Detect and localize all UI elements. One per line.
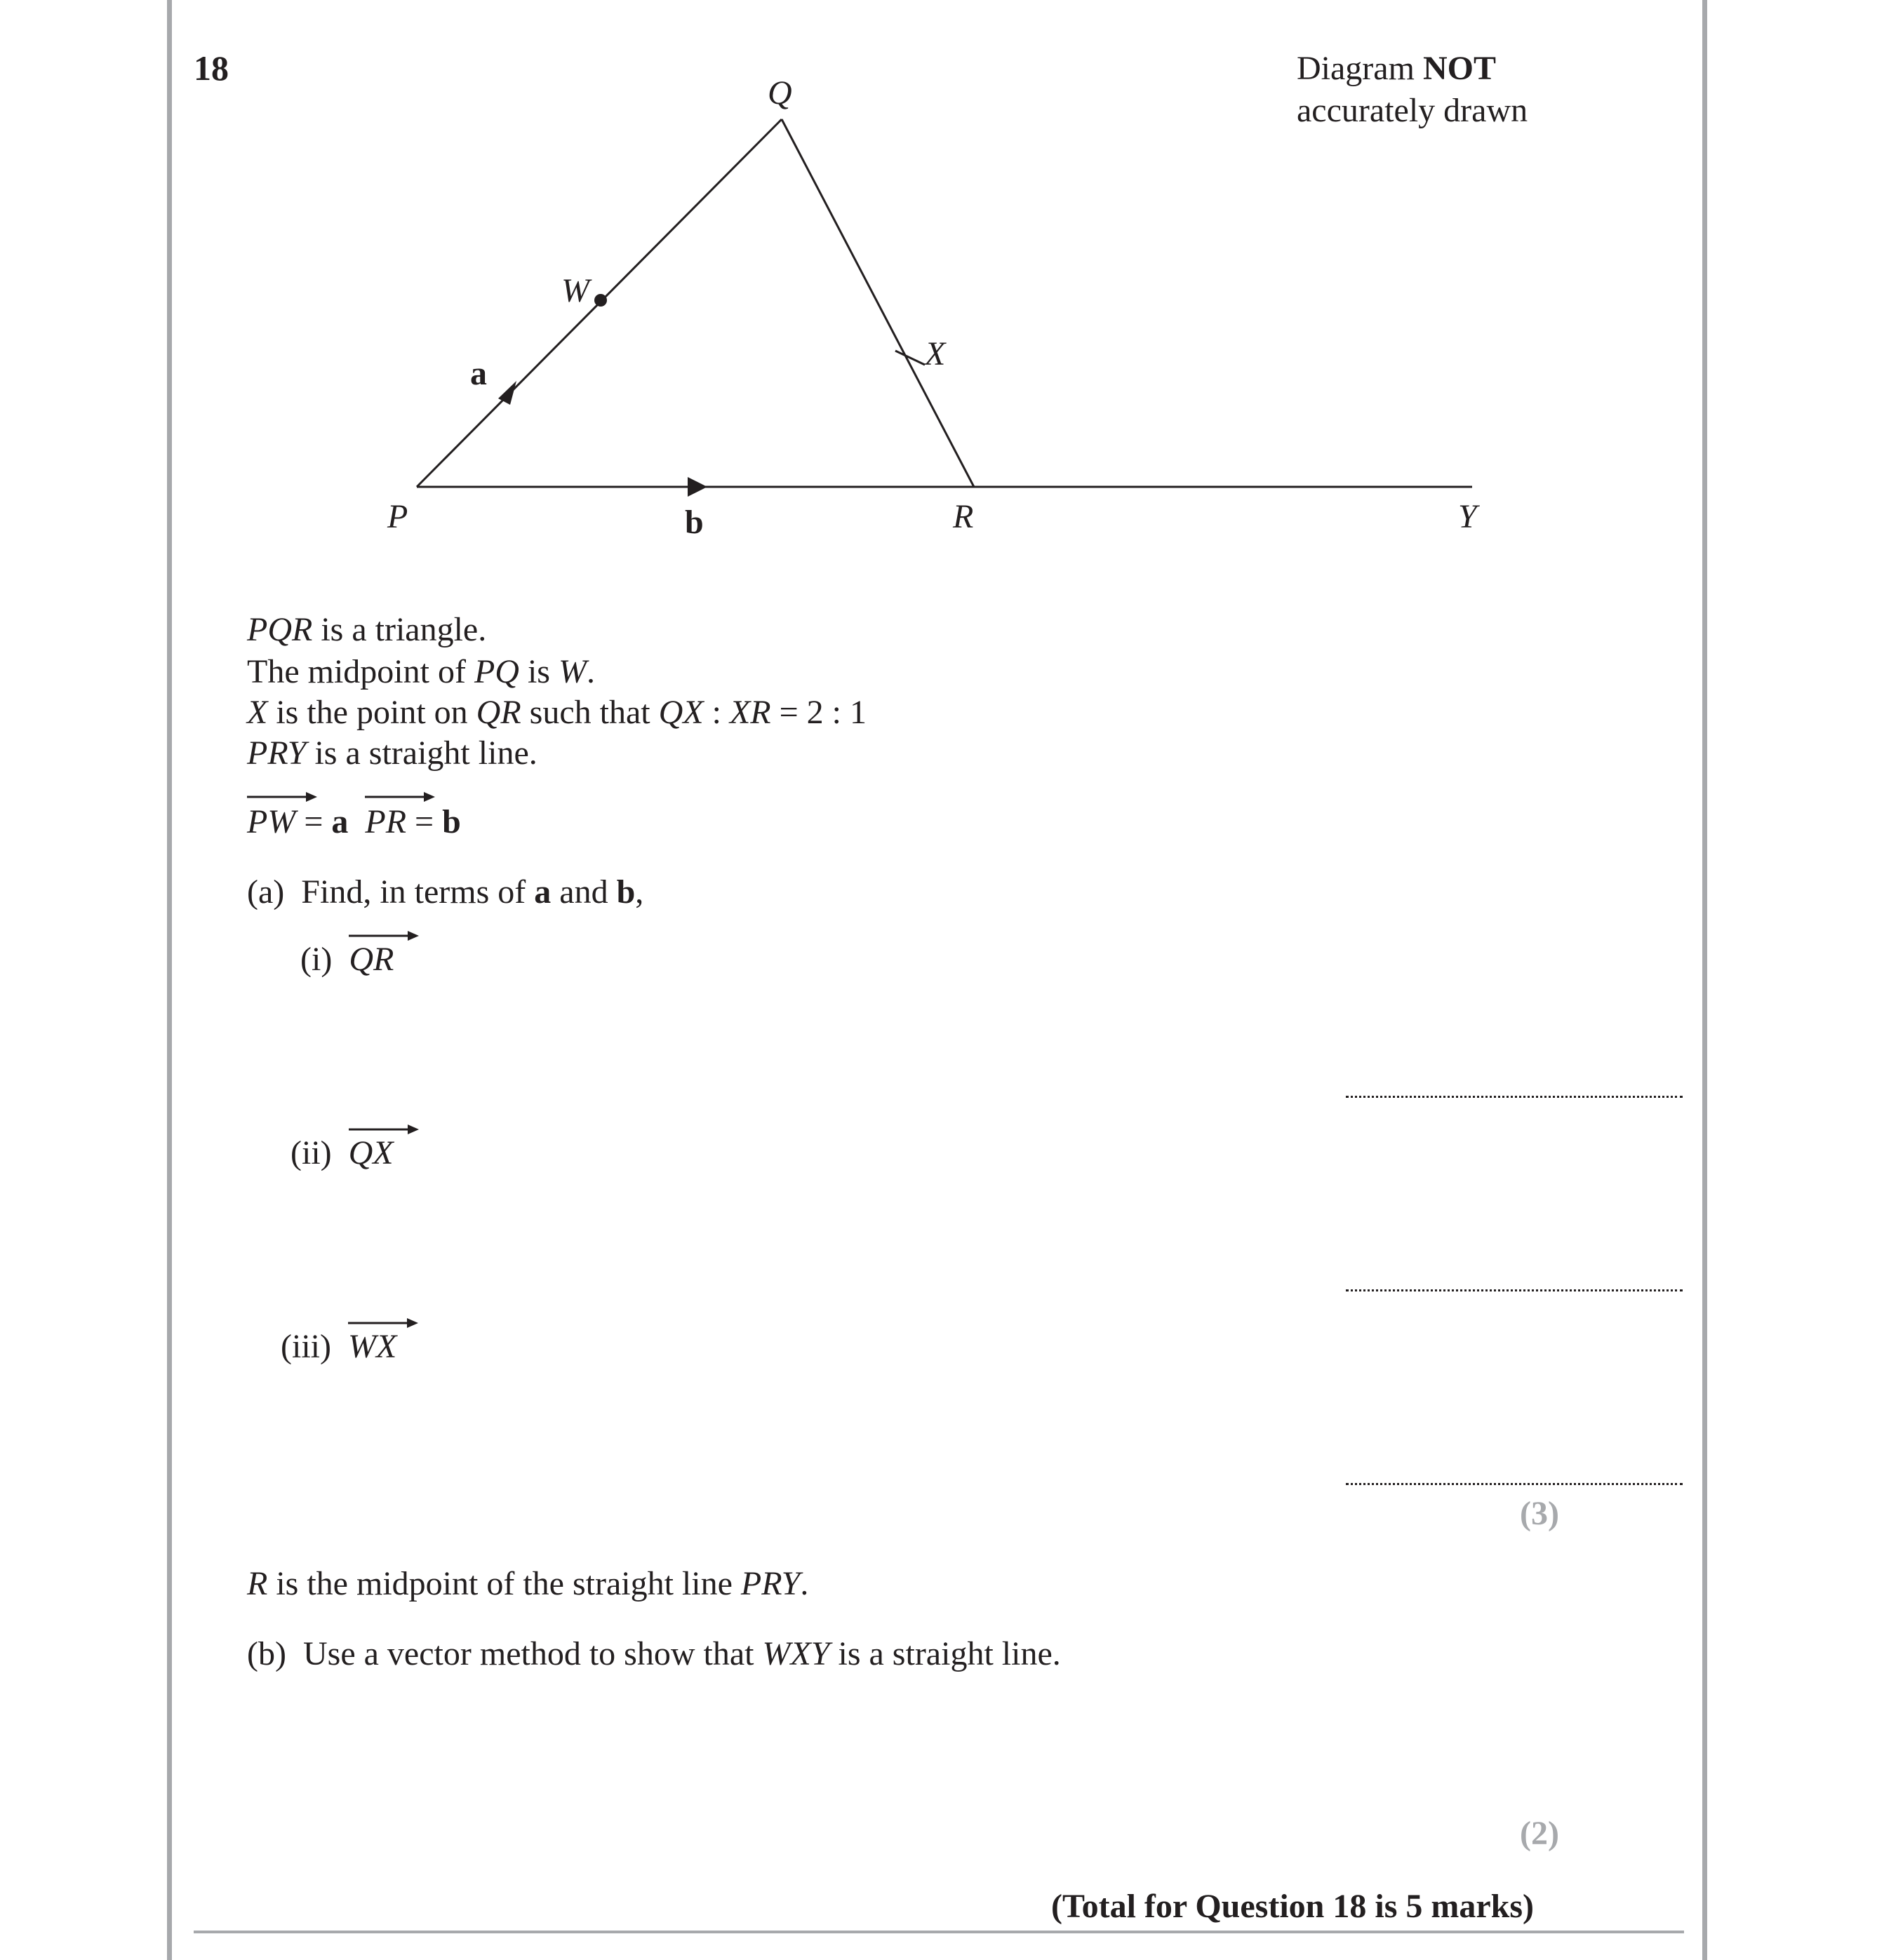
vector-definitions: PW = a PR = b xyxy=(247,801,461,843)
line-qr xyxy=(782,119,974,487)
label-x: X xyxy=(925,335,946,372)
statement-4: PRY is a straight line. xyxy=(247,734,537,772)
statement-3: X is the point on QR such that QX : XR = 2 : 1 xyxy=(247,694,867,731)
vector-pw: PW xyxy=(247,801,295,843)
vector-arrow-icon xyxy=(349,1124,419,1135)
question-number: 18 xyxy=(194,48,229,88)
part-b-premise: R is the midpoint of the straight line PRY. xyxy=(247,1565,809,1602)
vector-arrow-icon xyxy=(247,791,317,803)
triangle-diagram xyxy=(0,0,1877,575)
point-w-dot xyxy=(594,294,607,307)
part-a-i: (i) QR xyxy=(300,940,394,979)
label-q: Q xyxy=(768,74,792,112)
label-vector-b: b xyxy=(685,504,704,541)
marks-part-a: (3) xyxy=(1520,1495,1559,1532)
diagram-note-word: Diagram xyxy=(1297,50,1415,87)
vector-arrow-icon xyxy=(349,930,419,941)
arrow-b-icon xyxy=(688,477,707,497)
label-p: P xyxy=(387,498,408,535)
total-marks: (Total for Question 18 is 5 marks) xyxy=(1051,1888,1535,1925)
part-a-prompt: (a) Find, in terms of a and b, xyxy=(247,873,644,911)
label-w: W xyxy=(561,272,589,309)
part-a-iii: (iii) WX xyxy=(281,1327,396,1366)
part-b-prompt: (b) Use a vector method to show that WXY is a straight line. xyxy=(247,1635,1061,1672)
answer-line-a-i[interactable] xyxy=(1346,1096,1683,1098)
label-r: R xyxy=(953,498,974,535)
label-y: Y xyxy=(1458,498,1477,535)
answer-line-a-iii[interactable] xyxy=(1346,1483,1683,1485)
statement-2: The midpoint of PQ is W. xyxy=(247,653,595,690)
answer-line-a-ii[interactable] xyxy=(1346,1289,1683,1291)
vector-pr: PR xyxy=(365,801,406,843)
label-vector-a: a xyxy=(470,355,487,392)
bottom-rule xyxy=(194,1931,1684,1933)
vector-arrow-icon xyxy=(365,791,435,803)
diagram-note-line2: accurately drawn xyxy=(1297,92,1528,129)
diagram-note-not: NOT xyxy=(1422,50,1496,87)
marks-part-b: (2) xyxy=(1520,1815,1559,1852)
statement-1: PQR is a triangle. xyxy=(247,611,487,648)
part-a-ii: (ii) QX xyxy=(290,1134,394,1172)
vector-arrow-icon xyxy=(348,1317,418,1329)
